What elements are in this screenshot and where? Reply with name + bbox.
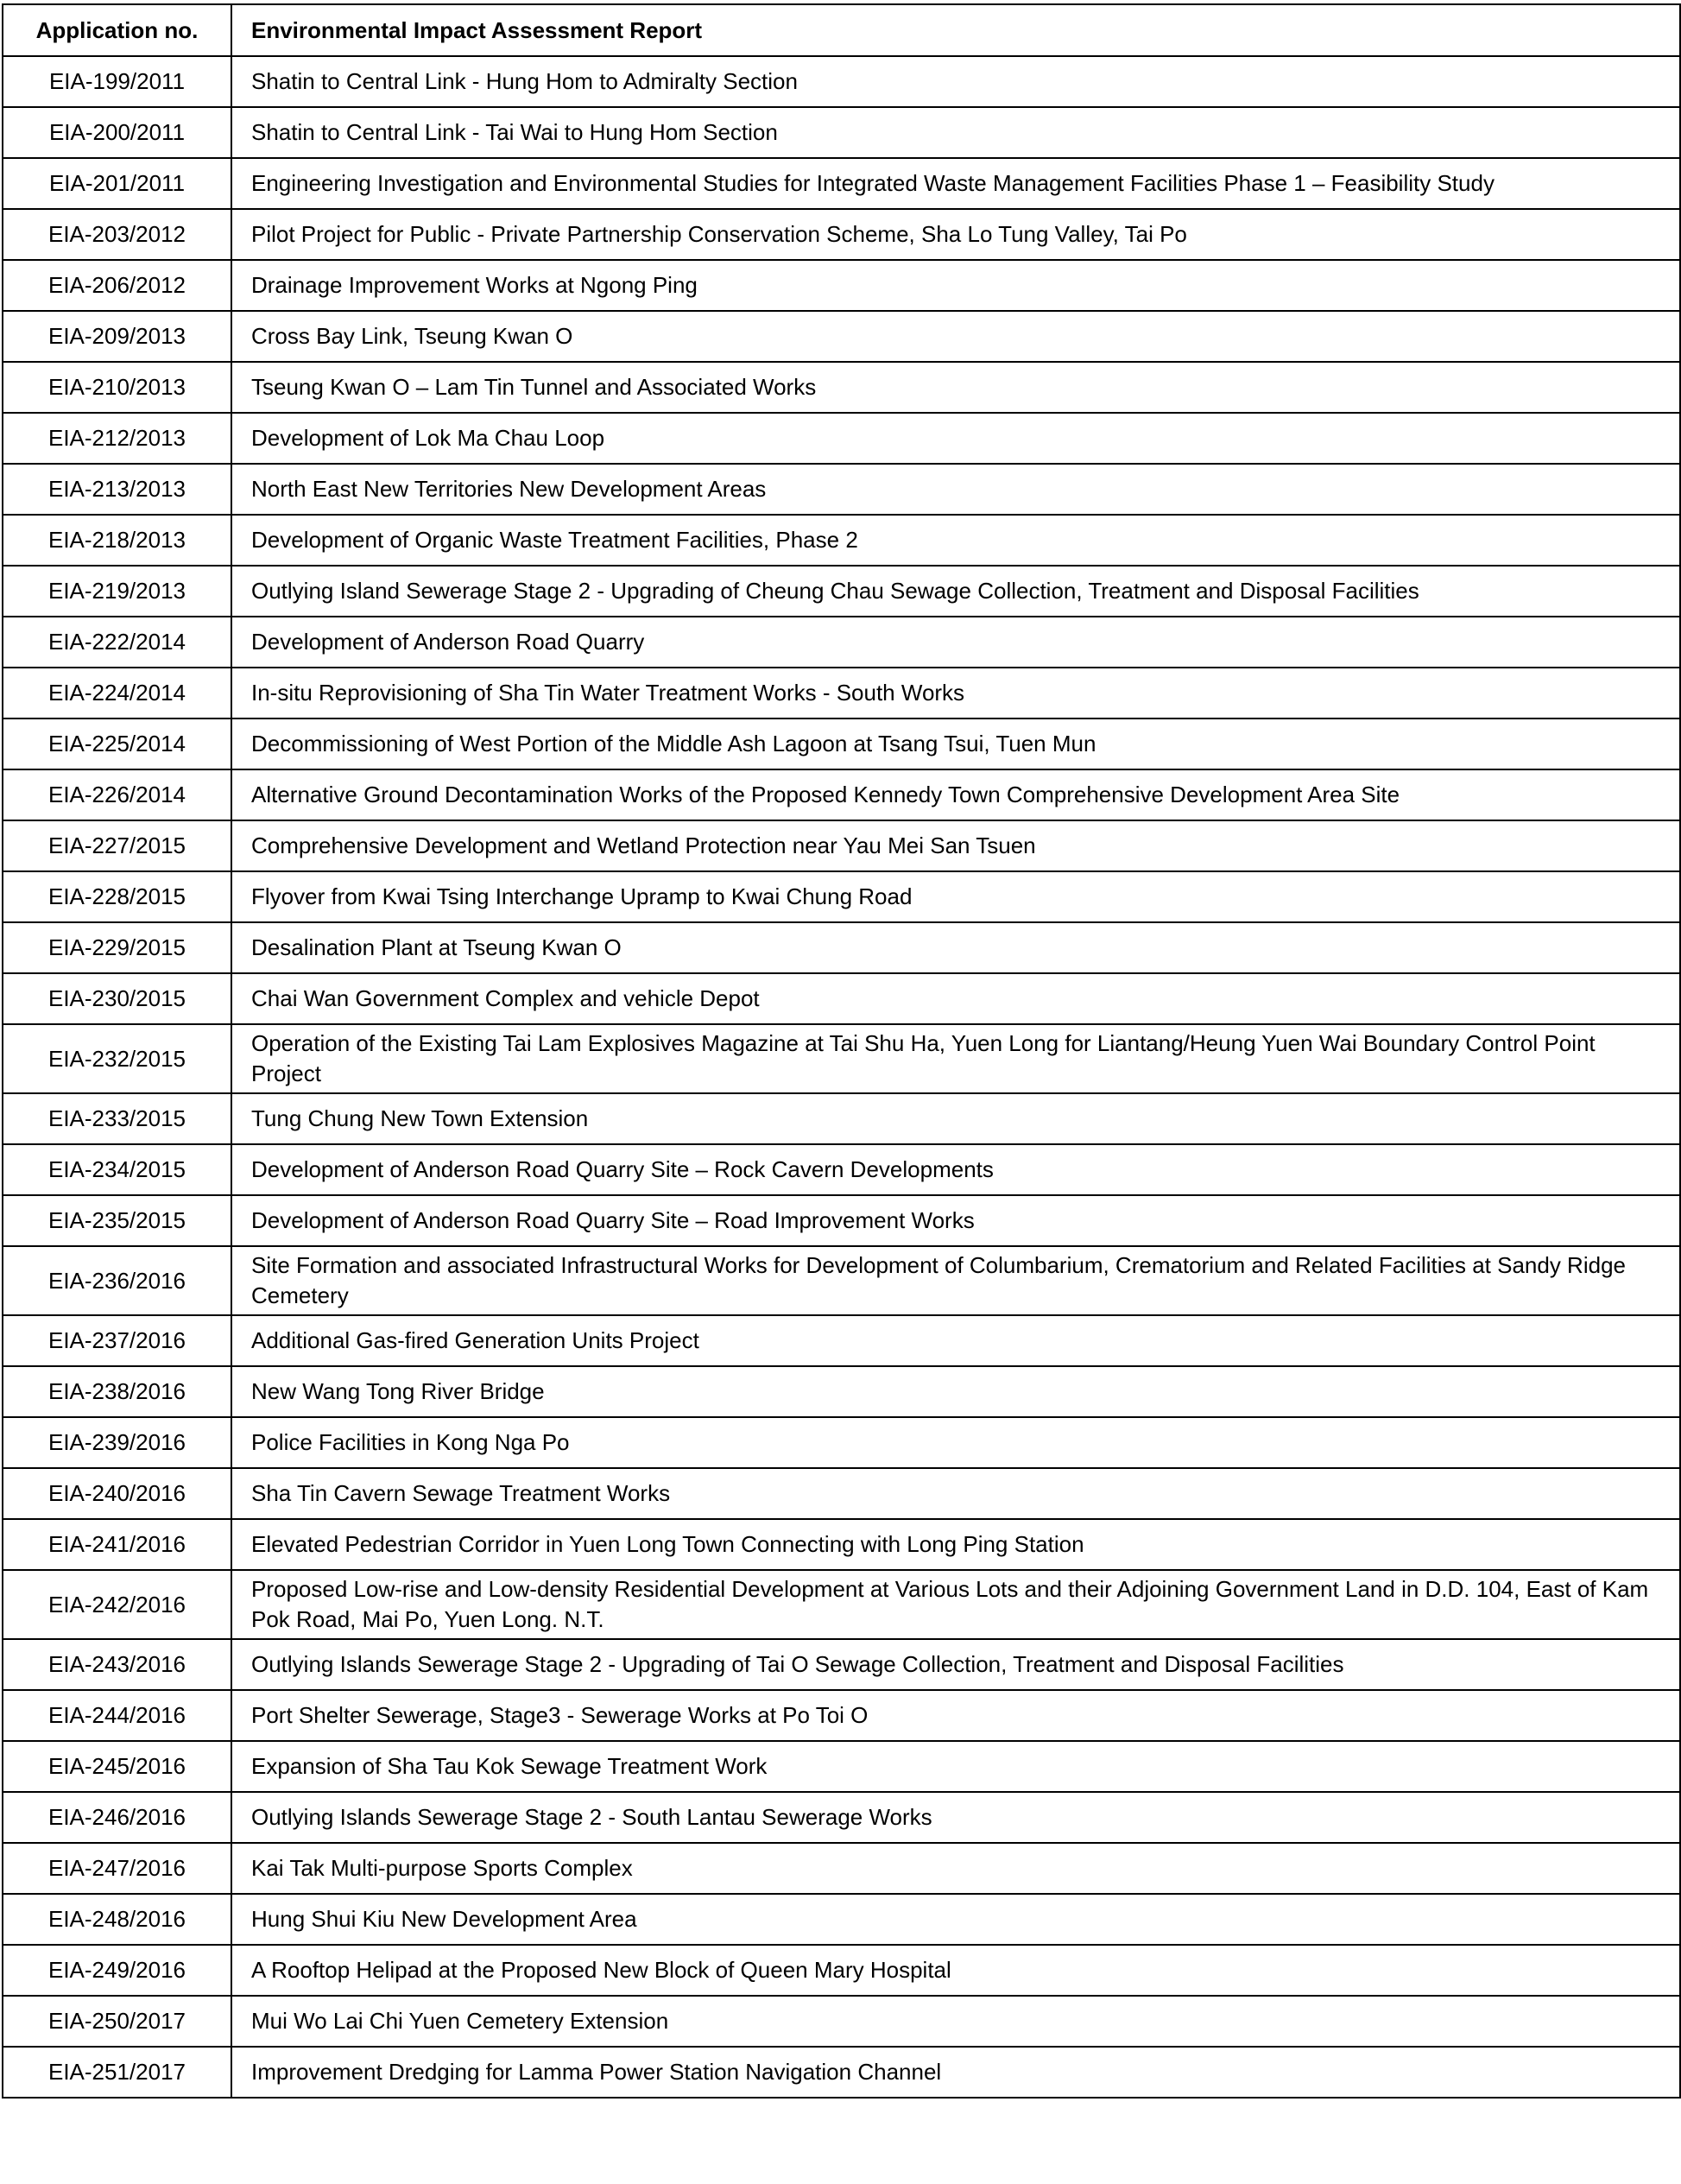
application-number-cell: EIA-246/2016 [3, 1792, 231, 1843]
application-number-cell: EIA-243/2016 [3, 1639, 231, 1690]
report-title-cell: Kai Tak Multi-purpose Sports Complex [231, 1843, 1680, 1894]
application-number-cell: EIA-229/2015 [3, 922, 231, 973]
report-title-cell: Shatin to Central Link - Tai Wai to Hung Hom Section [231, 107, 1680, 158]
report-title-cell: Shatin to Central Link - Hung Hom to Admiralty Section [231, 56, 1680, 107]
application-number-cell: EIA-241/2016 [3, 1519, 231, 1570]
table-row [3, 1315, 1680, 1366]
header-report-title: Environmental Impact Assessment Report [231, 4, 1680, 56]
application-number-cell: EIA-227/2015 [3, 820, 231, 871]
report-title-cell: Outlying Islands Sewerage Stage 2 - South Lantau Sewerage Works [231, 1792, 1680, 1843]
application-number-cell: EIA-251/2017 [3, 2047, 231, 2098]
report-title-cell: Pilot Project for Public - Private Partnership Conservation Scheme, Sha Lo Tung Valley, Tai Po [231, 209, 1680, 260]
application-number-cell: EIA-226/2014 [3, 769, 231, 820]
report-title-cell: Outlying Island Sewerage Stage 2 - Upgrading of Cheung Chau Sewage Collection, Treatment and Disposal Facilities [231, 566, 1680, 617]
table-row [3, 1417, 1680, 1468]
table-row [3, 1945, 1680, 1996]
report-title-cell: Operation of the Existing Tai Lam Explosives Magazine at Tai Shu Ha, Yuen Long for Liantang/Heung Yuen Wai Boundary Control Point Project [231, 1024, 1680, 1093]
eia-report-table [2, 3, 1681, 2099]
table-row [3, 2047, 1680, 2098]
report-title-cell: Outlying Islands Sewerage Stage 2 - Upgrading of Tai O Sewage Collection, Treatment and Disposal Facilities [231, 1639, 1680, 1690]
application-number-cell: EIA-237/2016 [3, 1315, 231, 1366]
application-number-cell: EIA-206/2012 [3, 260, 231, 311]
report-title-cell: Alternative Ground Decontamination Works of the Proposed Kennedy Town Comprehensive Development Area Site [231, 769, 1680, 820]
table-row [3, 1144, 1680, 1195]
table-row [3, 1366, 1680, 1417]
table-row [3, 1519, 1680, 1570]
table-header-row [3, 4, 1680, 56]
table-row [3, 617, 1680, 668]
table-row [3, 1894, 1680, 1945]
report-title-cell: Engineering Investigation and Environmental Studies for Integrated Waste Management Facilities Phase 1 – Feasibility Study [231, 158, 1680, 209]
report-title-cell: Hung Shui Kiu New Development Area [231, 1894, 1680, 1945]
report-title-cell: North East New Territories New Development Areas [231, 464, 1680, 515]
report-title-cell: Tseung Kwan O – Lam Tin Tunnel and Associated Works [231, 362, 1680, 413]
report-title-cell: Decommissioning of West Portion of the Middle Ash Lagoon at Tsang Tsui, Tuen Mun [231, 719, 1680, 769]
table-row [3, 1741, 1680, 1792]
application-number-cell: EIA-213/2013 [3, 464, 231, 515]
application-number-cell: EIA-210/2013 [3, 362, 231, 413]
application-number-cell: EIA-238/2016 [3, 1366, 231, 1417]
application-number-cell: EIA-224/2014 [3, 668, 231, 719]
table-row [3, 566, 1680, 617]
report-title-cell: Drainage Improvement Works at Ngong Ping [231, 260, 1680, 311]
application-number-cell: EIA-219/2013 [3, 566, 231, 617]
table-row [3, 1246, 1680, 1315]
application-number-cell: EIA-199/2011 [3, 56, 231, 107]
report-title-cell: Proposed Low-rise and Low-density Residential Development at Various Lots and their Adjoining Government Land in D.D. 104, East of Kam Pok Road, Mai Po, Yuen Long. N.T. [231, 1570, 1680, 1639]
table-row [3, 973, 1680, 1024]
report-title-cell: New Wang Tong River Bridge [231, 1366, 1680, 1417]
application-number-cell: EIA-244/2016 [3, 1690, 231, 1741]
table-row [3, 820, 1680, 871]
application-number-cell: EIA-200/2011 [3, 107, 231, 158]
application-number-cell: EIA-239/2016 [3, 1417, 231, 1468]
table-row [3, 922, 1680, 973]
table-row [3, 56, 1680, 107]
report-title-cell: Mui Wo Lai Chi Yuen Cemetery Extension [231, 1996, 1680, 2047]
report-title-cell: Development of Lok Ma Chau Loop [231, 413, 1680, 464]
report-title-cell: Desalination Plant at Tseung Kwan O [231, 922, 1680, 973]
report-title-cell: Sha Tin Cavern Sewage Treatment Works [231, 1468, 1680, 1519]
application-number-cell: EIA-203/2012 [3, 209, 231, 260]
table-row [3, 1570, 1680, 1639]
report-title-cell: In-situ Reprovisioning of Sha Tin Water Treatment Works - South Works [231, 668, 1680, 719]
table-row [3, 1093, 1680, 1144]
application-number-cell: EIA-242/2016 [3, 1570, 231, 1639]
report-title-cell: Site Formation and associated Infrastructural Works for Development of Columbarium, Crematorium and Related Facilities at Sandy Ridge Cemetery [231, 1246, 1680, 1315]
application-number-cell: EIA-248/2016 [3, 1894, 231, 1945]
table-row [3, 1639, 1680, 1690]
report-title-cell: Comprehensive Development and Wetland Protection near Yau Mei San Tsuen [231, 820, 1680, 871]
report-title-cell: Flyover from Kwai Tsing Interchange Upramp to Kwai Chung Road [231, 871, 1680, 922]
report-title-cell: Additional Gas-fired Generation Units Project [231, 1315, 1680, 1366]
application-number-cell: EIA-218/2013 [3, 515, 231, 566]
table-row [3, 464, 1680, 515]
application-number-cell: EIA-201/2011 [3, 158, 231, 209]
application-number-cell: EIA-230/2015 [3, 973, 231, 1024]
application-number-cell: EIA-233/2015 [3, 1093, 231, 1144]
application-number-cell: EIA-212/2013 [3, 413, 231, 464]
application-number-cell: EIA-249/2016 [3, 1945, 231, 1996]
application-number-cell: EIA-228/2015 [3, 871, 231, 922]
table-row [3, 719, 1680, 769]
report-title-cell: Development of Anderson Road Quarry Site – Road Improvement Works [231, 1195, 1680, 1246]
header-application-no: Application no. [3, 4, 231, 56]
table-row [3, 668, 1680, 719]
report-title-cell: Cross Bay Link, Tseung Kwan O [231, 311, 1680, 362]
table-row [3, 1690, 1680, 1741]
report-title-cell: Development of Anderson Road Quarry Site – Rock Cavern Developments [231, 1144, 1680, 1195]
table-row [3, 209, 1680, 260]
table-row [3, 158, 1680, 209]
report-title-cell: Expansion of Sha Tau Kok Sewage Treatment Work [231, 1741, 1680, 1792]
report-title-cell: Port Shelter Sewerage, Stage3 - Sewerage Works at Po Toi O [231, 1690, 1680, 1741]
table-row [3, 1024, 1680, 1093]
table-row [3, 1843, 1680, 1894]
report-title-cell: A Rooftop Helipad at the Proposed New Block of Queen Mary Hospital [231, 1945, 1680, 1996]
application-number-cell: EIA-240/2016 [3, 1468, 231, 1519]
report-title-cell: Elevated Pedestrian Corridor in Yuen Long Town Connecting with Long Ping Station [231, 1519, 1680, 1570]
table-row [3, 769, 1680, 820]
application-number-cell: EIA-234/2015 [3, 1144, 231, 1195]
application-number-cell: EIA-225/2014 [3, 719, 231, 769]
table-row [3, 515, 1680, 566]
report-title-cell: Development of Organic Waste Treatment Facilities, Phase 2 [231, 515, 1680, 566]
table-row [3, 1996, 1680, 2047]
table-row [3, 362, 1680, 413]
table-row [3, 1792, 1680, 1843]
application-number-cell: EIA-222/2014 [3, 617, 231, 668]
report-title-cell: Chai Wan Government Complex and vehicle Depot [231, 973, 1680, 1024]
application-number-cell: EIA-209/2013 [3, 311, 231, 362]
report-title-cell: Improvement Dredging for Lamma Power Station Navigation Channel [231, 2047, 1680, 2098]
report-title-cell: Development of Anderson Road Quarry [231, 617, 1680, 668]
table-row [3, 311, 1680, 362]
application-number-cell: EIA-250/2017 [3, 1996, 231, 2047]
application-number-cell: EIA-235/2015 [3, 1195, 231, 1246]
table-row [3, 413, 1680, 464]
table-row [3, 260, 1680, 311]
application-number-cell: EIA-232/2015 [3, 1024, 231, 1093]
table-row [3, 107, 1680, 158]
report-title-cell: Tung Chung New Town Extension [231, 1093, 1680, 1144]
table-row [3, 1195, 1680, 1246]
table-row [3, 871, 1680, 922]
application-number-cell: EIA-247/2016 [3, 1843, 231, 1894]
application-number-cell: EIA-245/2016 [3, 1741, 231, 1792]
table-row [3, 1468, 1680, 1519]
application-number-cell: EIA-236/2016 [3, 1246, 231, 1315]
report-title-cell: Police Facilities in Kong Nga Po [231, 1417, 1680, 1468]
